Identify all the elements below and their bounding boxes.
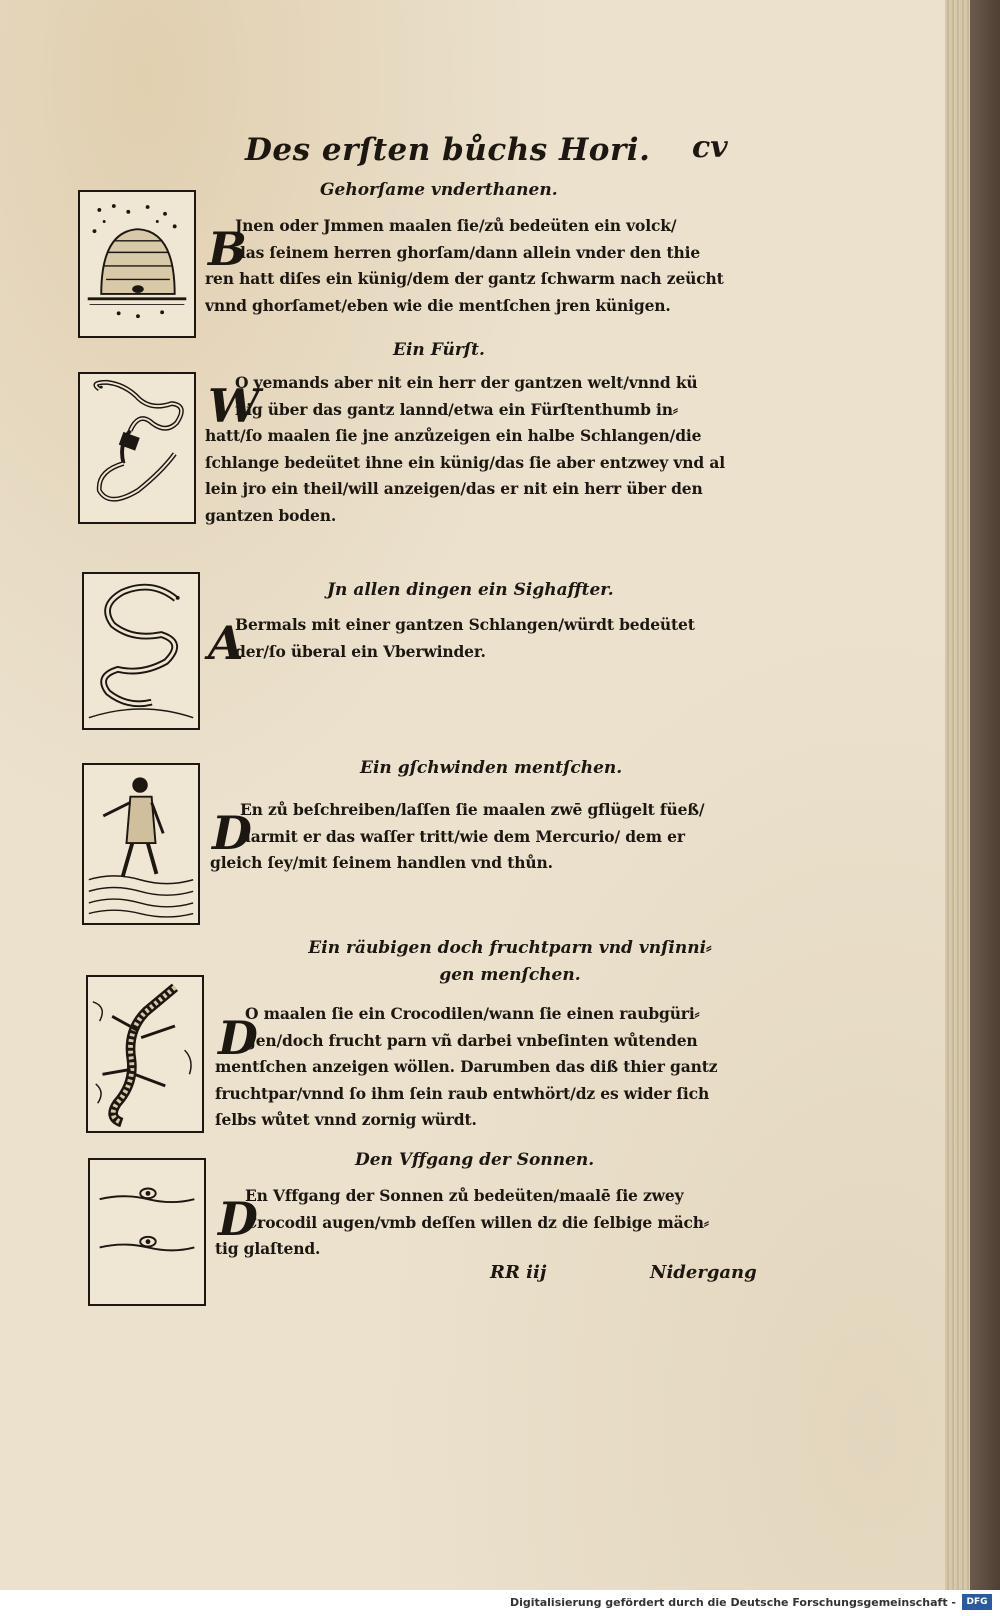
- footer-credit: Digitalisierung gefördert durch die Deutsche Forschungsgemeinschaft -: [509, 1596, 956, 1609]
- text-line: fruchtpar/vnnd ſo ihm ſein raub entwhört/dz es wider ſich: [215, 1083, 710, 1103]
- heading-line: Ein räubigen doch fruchtparn vnd vnſinni⸗: [308, 938, 712, 958]
- paragraph-swift-man: [210, 797, 755, 877]
- paragraph-sunrise: [215, 1183, 760, 1263]
- half-serpent-illustration: [80, 374, 194, 522]
- text-line: darmit er das waſſer tritt/wie dem Mercurio/ dem er: [240, 826, 685, 846]
- text-line: En zů beſchreiben/laſſen ſie maalen zwē gflügelt füeß/: [240, 800, 705, 819]
- text-line: vnnd ghorſamet/eben wie die mentſchen jren künigen.: [205, 295, 671, 315]
- walking-man-illustration: [84, 765, 198, 923]
- text-line: mentſchen anzeigen wöllen. Darumben das diß thier gantz: [215, 1057, 718, 1076]
- running-head: Des erſten bůchs Hori.: [245, 132, 651, 168]
- page-edges: [945, 0, 970, 1590]
- catchword: Nidergang: [650, 1262, 757, 1283]
- dfg-logo-icon: DFG: [962, 1594, 992, 1610]
- section-heading-obedient-subjects: Gehorſame vnderthanen.: [320, 180, 558, 200]
- text-line: gen/doch frucht parn vñ darbei vnbeſinten wůtenden: [245, 1030, 698, 1050]
- heading-line: gen menſchen.: [439, 965, 581, 985]
- crocodile-woodcut: [86, 975, 204, 1133]
- serpent-woodcut: [82, 572, 200, 730]
- text-line: En Vffgang der Sonnen zů bedeüten/maalē ſie zwey: [245, 1186, 684, 1205]
- text-line: O maalen ſie ein Crocodilen/wann ſie einen raubgüri⸗: [245, 1004, 700, 1023]
- text-line: gleich ſey/mit ſeinem handlen vnd thůn.: [210, 853, 553, 872]
- walking-man-woodcut: [82, 763, 200, 925]
- initial-letter-d: D: [212, 806, 252, 860]
- paragraph-prince: [205, 370, 750, 529]
- footer-bar: [0, 1590, 1000, 1616]
- initial-letter-d: D: [218, 1192, 258, 1246]
- section-heading-victor: Jn allen dingen ein Sighaffter.: [327, 580, 614, 600]
- paragraph-victor: [205, 612, 750, 670]
- initial-letter-w: W: [208, 379, 260, 433]
- text-line: gantzen boden.: [205, 505, 337, 525]
- section-heading-sunrise: Den Vffgang der Sonnen.: [355, 1150, 595, 1170]
- folio-number: cv: [692, 130, 728, 165]
- serpent-illustration: [84, 574, 198, 728]
- text-line: hatt/ſo maalen ſie jne anzůzeigen ein halbe Schlangen/die: [205, 426, 702, 445]
- text-line: ſelbs wůtet vnnd zornig würdt.: [215, 1110, 477, 1129]
- paragraph-obedient-subjects: [205, 213, 750, 319]
- initial-letter-a: A: [208, 616, 244, 670]
- text-line: nig über das gantz lannd/etwa ein Fürſtenthumb in⸗: [235, 399, 678, 419]
- text-line: lein jro ein theil/will anzeigen/das er nit ein herr über den: [205, 479, 703, 498]
- beehive-illustration: [80, 192, 194, 336]
- text-line: das ſeinem herren ghorſam/dann allein vnder den thie: [235, 242, 701, 262]
- text-line: Jnen oder Jmmen maalen ſie/zů bedeüten ein volck/: [235, 216, 677, 235]
- text-line: ren hatt diſes ein künig/dem der gantz ſchwarm nach zeücht: [205, 269, 724, 288]
- crocodile-eyes-illustration: [90, 1160, 204, 1304]
- initial-letter-b: B: [208, 222, 247, 276]
- text-line: O yemands aber nit ein herr der gantzen welt/vnnd kü: [235, 373, 698, 392]
- initial-letter-d: D: [218, 1011, 258, 1065]
- text-line: ſchlange bedeütet ihne ein künig/das ſie aber entzwey vnd al: [205, 452, 725, 472]
- text-line: der/ſo überal ein Vberwinder.: [235, 641, 486, 661]
- half-serpent-woodcut: [78, 372, 196, 524]
- text-line: tig glaſtend.: [215, 1239, 321, 1258]
- crocodile-illustration: [88, 977, 202, 1131]
- section-heading-prince: Ein Fürſt.: [393, 340, 485, 360]
- section-heading-crocodile: [280, 935, 740, 989]
- text-line: Bermals mit einer gantzen Schlangen/würdt bedeütet: [235, 615, 695, 634]
- section-heading-swift-man: Ein gſchwinden mentſchen.: [360, 758, 623, 778]
- beehive-woodcut: [78, 190, 196, 338]
- crocodile-eyes-woodcut: [88, 1158, 206, 1306]
- book-binding: [970, 0, 1000, 1590]
- paragraph-crocodile: [215, 1001, 760, 1134]
- text-line: Crocodil augen/vmb deſſen willen dz die ſelbige mäch⸗: [245, 1212, 709, 1232]
- signature-mark: RR iij: [490, 1262, 547, 1283]
